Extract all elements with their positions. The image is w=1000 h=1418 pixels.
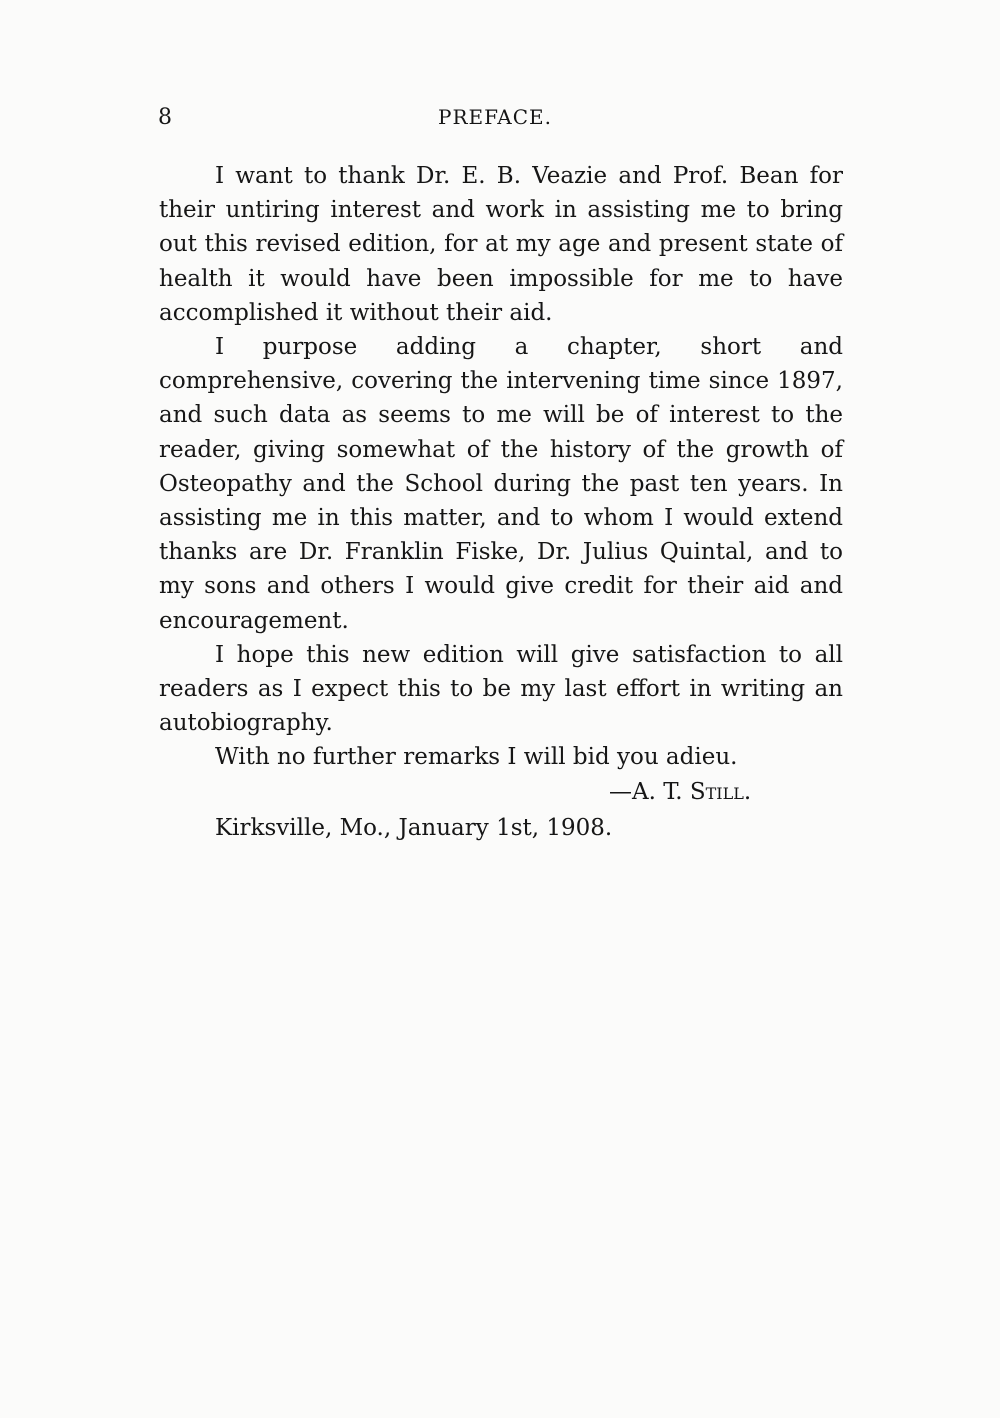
paragraph-last-effort: I hope this new edition will give satisfaction to all readers as I expect this to be my last effort in writing an autobiography. — [159, 641, 843, 737]
signature-dash: — — [609, 778, 632, 805]
running-head: PREFACE. — [438, 105, 552, 129]
page-header — [158, 103, 843, 133]
page-number: 8 — [158, 105, 172, 130]
dateline: Kirksville, Mo., January 1st, 1908. — [215, 814, 613, 841]
paragraph-thanks: I want to thank Dr. E. B. Veazie and Prof. Bean for their untiring interest and work in assisting me to bring out this revised edition, for at my age and present state of health it would have been impossible for me to have accomplished it without their aid. — [159, 163, 843, 326]
signature — [159, 775, 843, 809]
preface-body — [159, 159, 843, 845]
closing-remark: With no further remarks I will bid you adieu. — [215, 744, 738, 771]
paragraph-new-chapter: I purpose adding a chapter, short and comprehensive, covering the intervening time since 1897, and such data as seems to me will be of interest to the reader, giving somewhat of the history of the growth of Osteopathy and the School during the past ten years. In assisting me in this matter, and to whom I would extend thanks are Dr. Franklin Fiske, Dr. Julius Quintal, and to my sons and others I would give credit for their aid and encouragement. — [159, 334, 843, 634]
signature-name: A. T. Still. — [632, 778, 752, 805]
